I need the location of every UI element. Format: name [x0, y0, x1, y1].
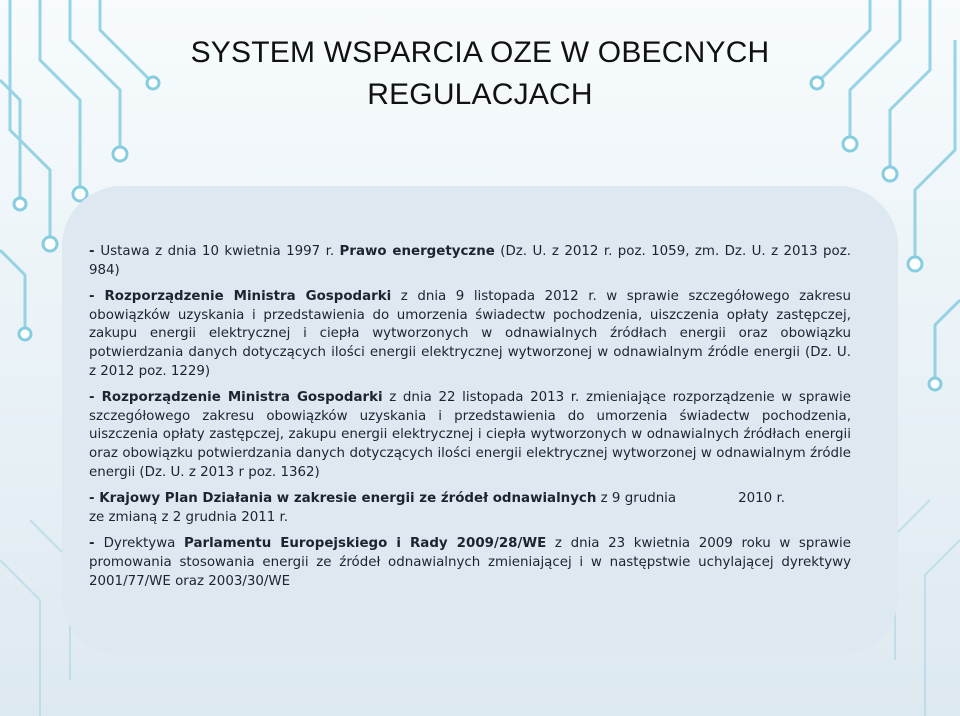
item-text: ze zmianą z 2 grudnia 2011 r. — [89, 509, 289, 525]
list-item — [89, 490, 851, 527]
item-text: (Dz. U. z 2012 r. poz. 1059, zm. Dz. U. z 2013 poz. 984) — [89, 244, 851, 278]
list-item — [89, 243, 851, 280]
list-item — [89, 288, 851, 381]
list-dash: - — [89, 491, 100, 507]
list-dash: - — [89, 244, 101, 259]
item-text: z dnia 9 listopada 2012 r. w sprawie szczegółowego zakresu obowiązków uzyskania i przedstawienia do umorzenia świadectw pochodzenia, uiszczenia opłaty zastępczej, zakupu energii elektrycznej i ciepła wytworzonych w odnawialnych źródłach energii oraz obowiązku potwierdzania danych dotyczących ilości energii elektrycznej wytworzonej w odnawialnym źródle energii (Dz. U. z 2012 poz. 1229) — [89, 289, 851, 379]
item-bold-title: Rozporządzenie Ministra Gospodarki — [101, 390, 383, 406]
item-text: z dnia 23 kwietnia 2009 roku w sprawie promowania stosowania energii ze źródeł odnawialnych zmieniającej i w następstwie uchylającej dyrektywy 2001/77/WE oraz 2003/30/WE — [89, 536, 851, 589]
list-item — [89, 535, 851, 591]
item-text: Dyrektywa — [103, 536, 184, 552]
item-text: z dnia 22 listopada 2013 r. zmieniające rozporządzenie w sprawie szczegółowego zakresu obowiązków uzyskania i przedstawienia do umorzenia świadectw pochodzenia, uiszczenia opłaty zastępczej, zakupu energii elektrycznej i ciepła wytworzonych w odnawialnych źródłach energii oraz obowiązku potwierdzania danych dotyczących ilości energii elektrycznej wytworzonej w odnawialnym źródle energii (Dz. U. z 2013 r poz. 1362) — [89, 390, 851, 480]
slide-title: SYSTEM WSPARCIA OZE W OBECNYCH REGULACJACH — [190, 36, 770, 111]
item-text: Ustawa z dnia 10 kwietnia 1997 r. — [100, 244, 340, 259]
list-item — [89, 389, 851, 482]
item-bold-title: Prawo energetyczne — [339, 244, 495, 259]
list-dash: - — [89, 289, 105, 305]
legislation-list — [89, 243, 851, 599]
item-bold-title: Krajowy Plan Działania w zakresie energii ze źródeł odnawialnych — [99, 491, 597, 507]
list-dash: - — [89, 390, 102, 406]
item-bold-title: Parlamentu Europejskiego i Rady 2009/28/WE — [184, 536, 547, 552]
item-text: z 9 grudnia — [596, 491, 677, 507]
item-bold-title: Rozporządzenie Ministra Gospodarki — [104, 289, 392, 305]
list-dash: - — [89, 536, 104, 552]
item-text: 2010 r. — [738, 491, 785, 507]
